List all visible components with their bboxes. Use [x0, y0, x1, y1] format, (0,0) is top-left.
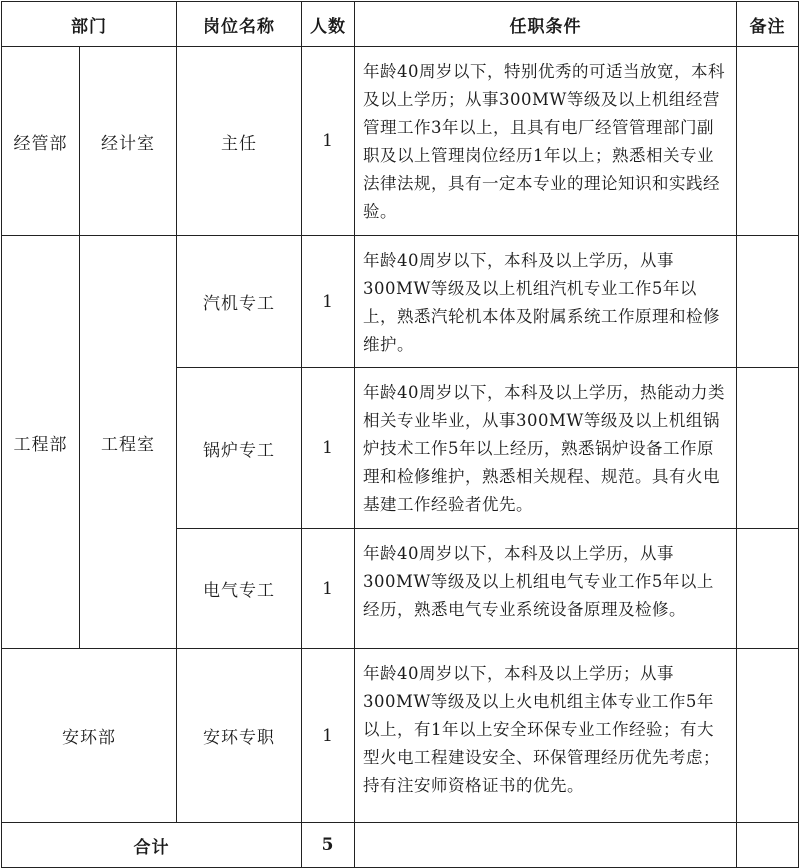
position-cell: 锅炉专工 [177, 368, 302, 529]
total-label: 合计 [2, 823, 302, 868]
dept-cell: 安环部 [2, 649, 177, 823]
header-dept: 部门 [2, 2, 177, 47]
position-cell: 电气专工 [177, 529, 302, 649]
position-cell: 安环专职 [177, 649, 302, 823]
remarks-cell [737, 649, 799, 823]
total-remarks-empty [737, 823, 799, 868]
requirements-cell: 年龄40周岁以下，本科及以上学历，从事300MW等级及以上机组电气专业工作5年以上经历，熟悉电气专业系统设备原理及检修。 [355, 529, 737, 649]
position-cell: 汽机专工 [177, 236, 302, 368]
requirements-cell: 年龄40周岁以下，本科及以上学历，热能动力类相关专业毕业，从事300MW等级及以上机组锅炉技术工作5年以上经历，熟悉锅炉设备工作原理和检修维护，熟悉相关规程、规范。具有火电基建工作经验者优先。 [355, 368, 737, 529]
header-count: 人数 [302, 2, 355, 47]
table-row [2, 47, 799, 236]
count-cell: 1 [302, 236, 355, 368]
header-row [2, 2, 799, 47]
requirements-cell: 年龄40周岁以下，本科及以上学历；从事300MW等级及以上火电机组主体专业工作5年以上，有1年以上安全环保专业工作经验；有大型火电工程建设安全、环保管理经历优先考虑；持有注安师资格证书的优先。 [355, 649, 737, 823]
count-cell: 1 [302, 649, 355, 823]
dept-cell: 工程部 [2, 236, 80, 649]
dept-cell: 经管部 [2, 47, 80, 236]
header-remarks: 备注 [737, 2, 799, 47]
total-count: 5 [302, 823, 355, 868]
requirements-cell: 年龄40周岁以下，特别优秀的可适当放宽，本科及以上学历；从事300MW等级及以上机组经营管理工作3年以上，且具有电厂经管管理部门副职及以上管理岗位经历1年以上；熟悉相关专业法律法规，具有一定本专业的理论知识和实践经验。 [355, 47, 737, 236]
office-cell: 工程室 [80, 236, 177, 649]
header-position: 岗位名称 [177, 2, 302, 47]
count-cell: 1 [302, 47, 355, 236]
position-cell: 主任 [177, 47, 302, 236]
remarks-cell [737, 529, 799, 649]
remarks-cell [737, 236, 799, 368]
table-row [2, 236, 799, 368]
requirements-cell: 年龄40周岁以下，本科及以上学历，从事300MW等级及以上机组汽机专业工作5年以上，熟悉汽轮机本体及附属系统工作原理和检修维护。 [355, 236, 737, 368]
office-cell: 经计室 [80, 47, 177, 236]
table-row [2, 649, 799, 823]
header-requirements: 任职条件 [355, 2, 737, 47]
count-cell: 1 [302, 368, 355, 529]
total-row [2, 823, 799, 868]
count-cell: 1 [302, 529, 355, 649]
total-requirements-empty [355, 823, 737, 868]
remarks-cell [737, 368, 799, 529]
remarks-cell [737, 47, 799, 236]
recruitment-table [1, 1, 799, 868]
